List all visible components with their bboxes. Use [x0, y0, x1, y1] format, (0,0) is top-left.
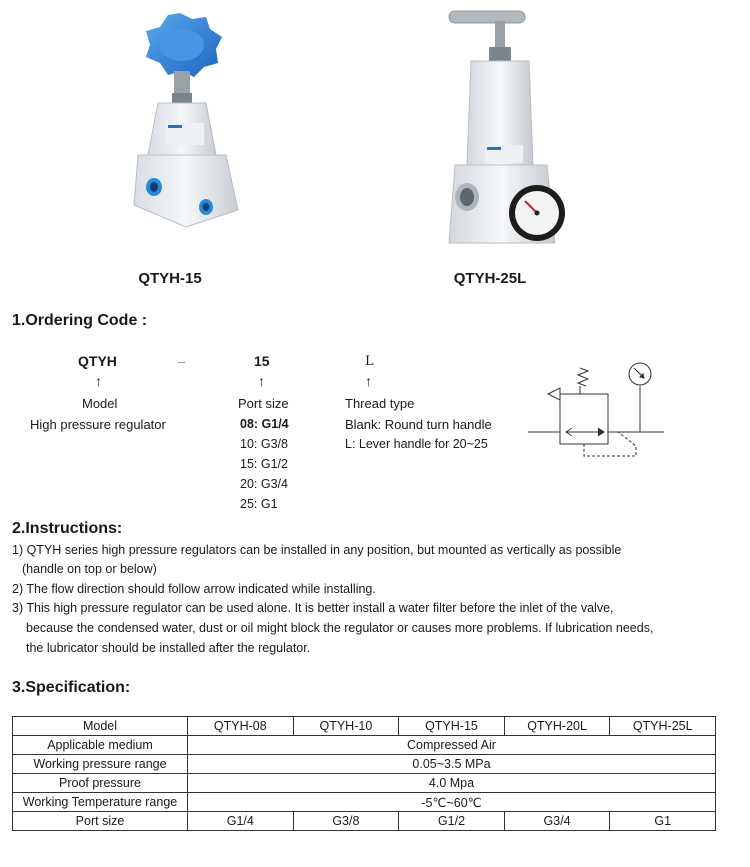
table-row-label: Proof pressure	[13, 774, 188, 793]
port-size-title: Port size	[238, 396, 289, 411]
qtyh-15-product-image	[100, 5, 260, 255]
instructions-heading: 2.Instructions:	[12, 520, 123, 537]
table-cell: G1/4	[188, 812, 294, 831]
port-size-arrow: ↑	[258, 373, 265, 389]
specification-table	[12, 716, 716, 831]
table-header-cell: QTYH-15	[399, 717, 505, 736]
table-row	[13, 755, 716, 774]
thread-type-title: Thread type	[345, 396, 415, 411]
thread-type-code: L	[365, 354, 374, 369]
model-description: High pressure regulator	[30, 417, 166, 432]
thread-type-option: L: Lever handle for 20~25	[345, 437, 488, 451]
instruction-line: 1) QTYH series high pressure regulators can be installed in any position, but mounted as vertically as possible	[12, 543, 622, 557]
port-size-option: 08: G1/4	[240, 417, 289, 431]
table-cell: -5℃~60℃	[188, 793, 716, 812]
table-row	[13, 793, 716, 812]
table-header-cell: Model	[13, 717, 188, 736]
ordering-code-heading: 1.Ordering Code :	[12, 312, 148, 329]
instruction-line: (handle on top or below)	[22, 562, 157, 576]
model-arrow: ↑	[95, 373, 102, 389]
instruction-line: the lubricator should be installed after the regulator.	[26, 641, 311, 655]
table-header-cell: QTYH-08	[188, 717, 294, 736]
port-size-option: 25: G1	[240, 497, 278, 511]
qtyh-25l-product-image	[425, 5, 585, 255]
instruction-line: 3) This high pressure regulator can be used alone. It is better install a water filter before the inlet of the valve,	[12, 601, 614, 615]
port-size-option: 20: G3/4	[240, 477, 288, 491]
instruction-line: because the condensed water, dust or oil might block the regulator or causes more problems. If lubrication needs,	[26, 621, 654, 635]
table-row-label: Working Temperature range	[13, 793, 188, 812]
model-title: Model	[82, 396, 118, 411]
product-caption-qtyh-15: QTYH-15	[138, 270, 202, 287]
table-header-cell: QTYH-10	[293, 717, 399, 736]
table-row-label: Working pressure range	[13, 755, 188, 774]
product-caption-qtyh-25l: QTYH-25L	[453, 270, 527, 287]
table-cell: G1/2	[399, 812, 505, 831]
table-row-label: Port size	[13, 812, 188, 831]
table-cell: 4.0 Mpa	[188, 774, 716, 793]
table-row-label: Applicable medium	[13, 736, 188, 755]
regulator-symbol-diagram	[528, 356, 668, 462]
thread-type-option: Blank: Round turn handle	[345, 417, 492, 432]
port-size-option: 10: G3/8	[240, 437, 288, 451]
model-code: QTYH	[78, 353, 117, 369]
instruction-line: 2) The flow direction should follow arrow indicated while installing.	[12, 582, 376, 596]
table-header-cell: QTYH-20L	[504, 717, 610, 736]
table-row	[13, 774, 716, 793]
table-cell: 0.05~3.5 MPa	[188, 755, 716, 774]
table-cell: Compressed Air	[188, 736, 716, 755]
table-cell: G3/8	[293, 812, 399, 831]
thread-type-arrow: ↑	[365, 373, 372, 389]
table-row	[13, 736, 716, 755]
table-header-row	[13, 717, 716, 736]
table-row	[13, 812, 716, 831]
table-cell: G3/4	[504, 812, 610, 831]
table-header-cell: QTYH-25L	[610, 717, 716, 736]
port-size-code: 15	[254, 353, 270, 369]
table-cell: G1	[610, 812, 716, 831]
code-separator: –	[178, 354, 186, 369]
port-size-option: 15: G1/2	[240, 457, 288, 471]
specification-heading: 3.Specification:	[12, 679, 131, 696]
